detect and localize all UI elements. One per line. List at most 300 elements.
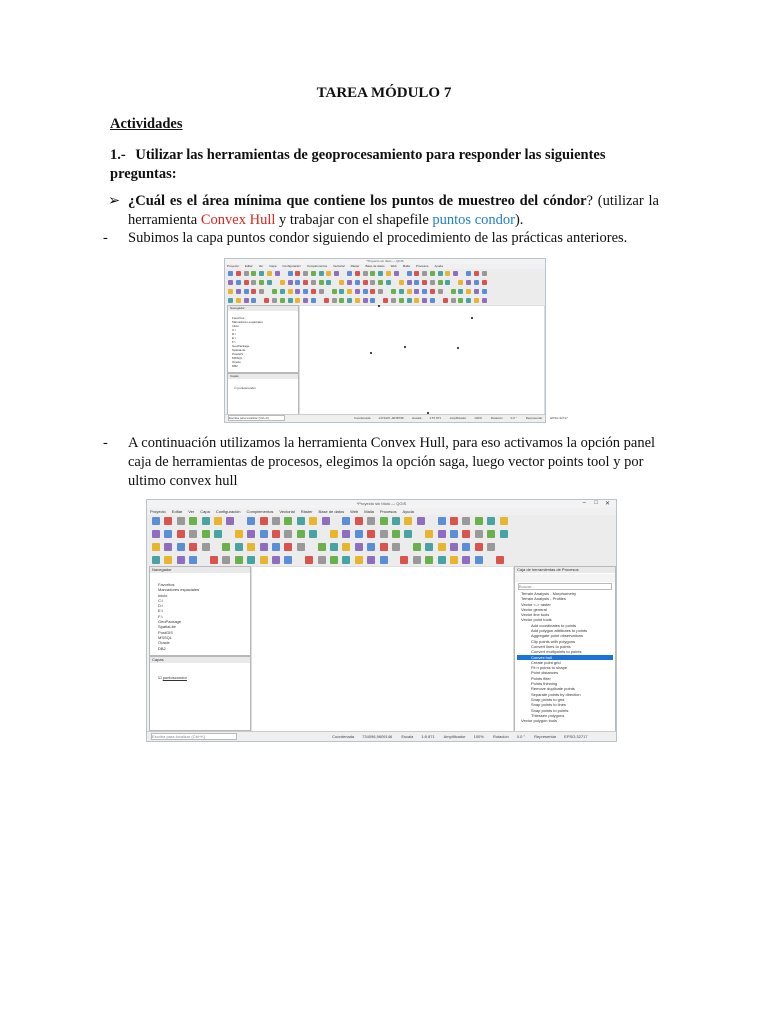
toolbar-icon[interactable]: [438, 280, 443, 285]
toolbar-icon[interactable]: [462, 517, 470, 525]
toolbar-icon[interactable]: [339, 289, 344, 294]
toolbar-icon[interactable]: [288, 289, 293, 294]
toolbar-icon[interactable]: [363, 298, 368, 303]
menu-item[interactable]: Ayuda: [402, 509, 414, 514]
toolbar-icon[interactable]: [330, 556, 338, 564]
toolbar-icon[interactable]: [164, 530, 172, 538]
toolbar-icon[interactable]: [164, 556, 172, 564]
toolbar-icon[interactable]: [380, 543, 388, 551]
toolbar-icon[interactable]: [466, 271, 471, 276]
toolbar-icon[interactable]: [244, 298, 249, 303]
toolbar-icon[interactable]: [339, 280, 344, 285]
toolbar-icon[interactable]: [394, 271, 399, 276]
status-value[interactable]: 734098,9609146: [362, 734, 393, 739]
toolbar-icon[interactable]: [342, 543, 350, 551]
toolbar-icon[interactable]: [177, 543, 185, 551]
toolbar-icon[interactable]: [392, 543, 400, 551]
toolbox-item[interactable]: Create point grid: [531, 659, 561, 665]
toolbar-icon[interactable]: [355, 556, 363, 564]
toolbar-icon[interactable]: [236, 289, 241, 294]
menu-item[interactable]: Configuración: [215, 509, 241, 514]
toolbar-icon[interactable]: [309, 517, 317, 525]
menu-item[interactable]: Ráster: [300, 509, 313, 514]
toolbar-icon[interactable]: [280, 289, 285, 294]
tree-item[interactable]: C:\: [232, 328, 236, 332]
toolbar-icon[interactable]: [228, 289, 233, 294]
toolbar-icon[interactable]: [391, 298, 396, 303]
toolbar-icon[interactable]: [391, 289, 396, 294]
menu-item[interactable]: Procesos: [415, 264, 429, 268]
toolbar-icon[interactable]: [482, 271, 487, 276]
toolbar-icon[interactable]: [399, 298, 404, 303]
toolbar-icon[interactable]: [363, 280, 368, 285]
toolbar-icon[interactable]: [414, 298, 419, 303]
tree-item[interactable]: PostGIS: [232, 352, 244, 356]
toolbar-icon[interactable]: [247, 517, 255, 525]
toolbar-icon[interactable]: [284, 517, 292, 525]
checkbox-icon[interactable]: ☑: [234, 386, 237, 390]
toolbar-icon[interactable]: [272, 556, 280, 564]
toolbar-icon[interactable]: [222, 556, 230, 564]
toolbar-icon[interactable]: [425, 530, 433, 538]
toolbar-icon[interactable]: [318, 543, 326, 551]
toolbar-icon[interactable]: [260, 543, 268, 551]
locator-input[interactable]: Escriba para localizar (Ctrl+K): [228, 415, 285, 421]
status-value[interactable]: 0.0 °: [516, 734, 526, 739]
toolbar-icon[interactable]: [319, 289, 324, 294]
tree-item[interactable]: F:\: [232, 340, 236, 344]
toolbar-icon[interactable]: [380, 530, 388, 538]
status-value[interactable]: 1:57 871: [429, 416, 442, 420]
toolbar-icon[interactable]: [475, 543, 483, 551]
toolbar-icon[interactable]: [189, 543, 197, 551]
menu-item[interactable]: Ayuda: [434, 264, 443, 268]
toolbar-icon[interactable]: [474, 280, 479, 285]
toolbar-icon[interactable]: [236, 298, 241, 303]
tree-item[interactable]: PostGIS: [158, 629, 173, 635]
toolbox-item[interactable]: Thiessen polygons: [531, 712, 565, 718]
toolbar-icon[interactable]: [326, 280, 331, 285]
toolbar-icon[interactable]: [251, 289, 256, 294]
menu-item[interactable]: Capa: [269, 264, 277, 268]
maximize-icon[interactable]: □: [594, 500, 598, 506]
toolbar-icon[interactable]: [303, 289, 308, 294]
toolbar-icon[interactable]: [370, 298, 375, 303]
toolbar-icon[interactable]: [303, 280, 308, 285]
toolbar-icon[interactable]: [392, 530, 400, 538]
close-icon[interactable]: ✕: [604, 501, 610, 507]
tree-item[interactable]: Marcadores espaciales: [158, 587, 200, 593]
toolbar-icon[interactable]: [272, 530, 280, 538]
toolbar-icon[interactable]: [425, 556, 433, 564]
toolbar-icon[interactable]: [462, 543, 470, 551]
toolbar-icon[interactable]: [228, 280, 233, 285]
menu-item[interactable]: Ráster: [350, 264, 360, 268]
toolbar-icon[interactable]: [451, 289, 456, 294]
locator-input[interactable]: Escriba para localizar (Ctrl+K): [151, 733, 237, 740]
tree-item[interactable]: GeoPackage: [158, 619, 182, 625]
toolbar-icon[interactable]: [272, 517, 280, 525]
toolbar-icon[interactable]: [288, 271, 293, 276]
status-value[interactable]: 1474407,-9638798: [378, 416, 404, 420]
toolbar-icon[interactable]: [413, 556, 421, 564]
toolbar-icon[interactable]: [355, 289, 360, 294]
toolbar-icon[interactable]: [430, 280, 435, 285]
toolbar-icon[interactable]: [202, 530, 210, 538]
toolbox-item[interactable]: Remove duplicate points: [531, 686, 575, 692]
toolbar-icon[interactable]: [370, 289, 375, 294]
toolbar-icon[interactable]: [392, 517, 400, 525]
toolbar-icon[interactable]: [386, 271, 391, 276]
menu-item[interactable]: Vectorial: [279, 509, 295, 514]
toolbar-icon[interactable]: [404, 517, 412, 525]
toolbar-icon[interactable]: [451, 298, 456, 303]
toolbar-icon[interactable]: [244, 289, 249, 294]
toolbar-icon[interactable]: [295, 298, 300, 303]
toolbar-icon[interactable]: [487, 517, 495, 525]
toolbar-icon[interactable]: [264, 298, 269, 303]
toolbar-icon[interactable]: [422, 271, 427, 276]
toolbar-icon[interactable]: [235, 556, 243, 564]
toolbar-icon[interactable]: [370, 271, 375, 276]
toolbox-item[interactable]: Convert lines to points: [531, 643, 571, 649]
toolbox-item[interactable]: Add polygon attributes to points: [531, 628, 588, 634]
toolbox-search-input[interactable]: Buscar...: [518, 583, 612, 590]
toolbar-icon[interactable]: [177, 530, 185, 538]
toolbar-icon[interactable]: [259, 289, 264, 294]
map-canvas[interactable]: [299, 305, 545, 415]
toolbar-icon[interactable]: [295, 271, 300, 276]
toolbar-icon[interactable]: [355, 271, 360, 276]
toolbar-icon[interactable]: [247, 543, 255, 551]
menu-item[interactable]: Procesos: [379, 509, 397, 514]
toolbar-icon[interactable]: [267, 271, 272, 276]
toolbar-icon[interactable]: [303, 298, 308, 303]
toolbar-icon[interactable]: [228, 298, 233, 303]
toolbar-icon[interactable]: [458, 298, 463, 303]
toolbar-icon[interactable]: [386, 280, 391, 285]
toolbar-icon[interactable]: [284, 543, 292, 551]
toolbar-icon[interactable]: [496, 556, 504, 564]
toolbar-icon[interactable]: [214, 530, 222, 538]
toolbar-icon[interactable]: [430, 271, 435, 276]
toolbar-icon[interactable]: [226, 517, 234, 525]
tree-item[interactable]: SpatiaLite: [158, 624, 176, 630]
checkbox-icon[interactable]: ☑: [158, 675, 162, 680]
toolbox-item[interactable]: Add coordinates to points: [531, 622, 577, 628]
toolbar-icon[interactable]: [422, 289, 427, 294]
toolbox-item[interactable]: Snap points to grid: [531, 696, 565, 702]
toolbar-icon[interactable]: [247, 556, 255, 564]
status-value[interactable]: 100%: [474, 416, 482, 420]
toolbox-item[interactable]: Snap points to points: [531, 707, 569, 713]
toolbar-icon[interactable]: [280, 280, 285, 285]
toolbar-icon[interactable]: [407, 298, 412, 303]
tree-item[interactable]: F:\: [158, 613, 163, 619]
menu-item[interactable]: Base de datos: [365, 264, 385, 268]
menu-item[interactable]: Web: [350, 509, 359, 514]
layer-item[interactable]: [234, 386, 256, 390]
menu-item[interactable]: Capa: [200, 509, 210, 514]
tree-item[interactable]: Inicio: [158, 592, 168, 598]
toolbar-icon[interactable]: [367, 543, 375, 551]
toolbar-icon[interactable]: [326, 271, 331, 276]
toolbar-icon[interactable]: [295, 289, 300, 294]
toolbox-item[interactable]: Point distances: [531, 670, 559, 676]
toolbar-icon[interactable]: [247, 530, 255, 538]
toolbar-icon[interactable]: [380, 517, 388, 525]
toolbar-icon[interactable]: [177, 517, 185, 525]
tree-item[interactable]: Favoritos: [158, 582, 175, 587]
toolbar-icon[interactable]: [399, 280, 404, 285]
toolbar-icon[interactable]: [259, 271, 264, 276]
toolbar-icon[interactable]: [164, 517, 172, 525]
toolbar-icon[interactable]: [342, 556, 350, 564]
toolbar-icon[interactable]: [189, 530, 197, 538]
toolbar-icon[interactable]: [450, 543, 458, 551]
tree-item[interactable]: Inicio: [232, 324, 240, 328]
tree-item[interactable]: GeoPackage: [232, 344, 250, 348]
toolbar-icon[interactable]: [259, 280, 264, 285]
toolbar-icon[interactable]: [288, 298, 293, 303]
toolbar-icon[interactable]: [462, 556, 470, 564]
toolbar-icon[interactable]: [322, 517, 330, 525]
toolbar-icon[interactable]: [450, 517, 458, 525]
menu-item[interactable]: Proyecto: [150, 509, 166, 514]
menu-item[interactable]: Ver: [188, 509, 195, 514]
toolbar-icon[interactable]: [347, 289, 352, 294]
toolbar-icon[interactable]: [152, 530, 160, 538]
toolbox-item[interactable]: Snap points to lines: [531, 702, 566, 708]
toolbar-icon[interactable]: [251, 298, 256, 303]
toolbar-icon[interactable]: [380, 556, 388, 564]
toolbar-icon[interactable]: [222, 543, 230, 551]
toolbar-icon[interactable]: [458, 280, 463, 285]
toolbar-icon[interactable]: [414, 271, 419, 276]
toolbar-icon[interactable]: [303, 271, 308, 276]
toolbar-icon[interactable]: [438, 530, 446, 538]
map-canvas[interactable]: [251, 566, 514, 732]
toolbar-icon[interactable]: [474, 289, 479, 294]
toolbar-icon[interactable]: [295, 280, 300, 285]
toolbar-icon[interactable]: [355, 298, 360, 303]
toolbar-icon[interactable]: [244, 280, 249, 285]
toolbar-icon[interactable]: [466, 298, 471, 303]
toolbar-icon[interactable]: [297, 543, 305, 551]
toolbar-icon[interactable]: [404, 530, 412, 538]
toolbar-icon[interactable]: [450, 530, 458, 538]
toolbox-item[interactable]: Vector <-> raster: [521, 601, 551, 607]
toolbar-icon[interactable]: [228, 271, 233, 276]
toolbar-icon[interactable]: [275, 271, 280, 276]
toolbar-icon[interactable]: [202, 517, 210, 525]
status-value[interactable]: EPSG:32717: [564, 734, 588, 739]
toolbar-icon[interactable]: [474, 298, 479, 303]
toolbar-icon[interactable]: [378, 271, 383, 276]
menu-item[interactable]: Base de datos: [318, 509, 345, 514]
menu-item[interactable]: Proyecto: [227, 264, 239, 268]
toolbar-icon[interactable]: [311, 298, 316, 303]
toolbar-icon[interactable]: [400, 556, 408, 564]
toolbox-item[interactable]: Convert multipoints to points: [531, 649, 582, 655]
toolbar-icon[interactable]: [311, 271, 316, 276]
toolbar-icon[interactable]: [367, 530, 375, 538]
toolbar-icon[interactable]: [430, 298, 435, 303]
menu-item[interactable]: Editar: [171, 509, 183, 514]
tree-item[interactable]: DB2: [158, 645, 166, 651]
tree-item[interactable]: SpatiaLite: [232, 348, 246, 352]
toolbox-item[interactable]: Vector general: [521, 606, 547, 612]
toolbar-icon[interactable]: [445, 280, 450, 285]
toolbar-icon[interactable]: [251, 280, 256, 285]
toolbox-item[interactable]: Vector polygon tools: [521, 718, 558, 724]
menu-item[interactable]: Malla: [402, 264, 410, 268]
toolbar-icon[interactable]: [413, 543, 421, 551]
toolbar-icon[interactable]: [450, 556, 458, 564]
toolbar-icon[interactable]: [500, 517, 508, 525]
toolbar-icon[interactable]: [236, 271, 241, 276]
tree-item[interactable]: Oracle: [158, 640, 170, 646]
toolbar-icon[interactable]: [462, 530, 470, 538]
toolbar-icon[interactable]: [482, 298, 487, 303]
toolbar-icon[interactable]: [367, 556, 375, 564]
toolbar-icon[interactable]: [355, 530, 363, 538]
toolbar-icon[interactable]: [430, 289, 435, 294]
toolbar-icon[interactable]: [482, 280, 487, 285]
tree-item[interactable]: E:\: [232, 336, 236, 340]
tree-item[interactable]: Favoritos: [232, 316, 245, 320]
toolbar-icon[interactable]: [319, 280, 324, 285]
toolbar-icon[interactable]: [284, 556, 292, 564]
menu-item[interactable]: Editar: [244, 264, 253, 268]
menu-item[interactable]: Configuración: [282, 264, 301, 268]
toolbar-icon[interactable]: [475, 517, 483, 525]
toolbar-icon[interactable]: [425, 543, 433, 551]
toolbox-item[interactable]: Convex hull: [517, 655, 613, 660]
toolbar-icon[interactable]: [475, 556, 483, 564]
tree-item[interactable]: DB2: [232, 364, 238, 368]
toolbar-icon[interactable]: [342, 517, 350, 525]
toolbox-item[interactable]: Aggregate point observations: [531, 633, 584, 639]
toolbar-icon[interactable]: [202, 543, 210, 551]
toolbar-icon[interactable]: [407, 289, 412, 294]
toolbar-icon[interactable]: [330, 543, 338, 551]
toolbar-icon[interactable]: [152, 543, 160, 551]
toolbar-icon[interactable]: [272, 543, 280, 551]
toolbar-icon[interactable]: [318, 556, 326, 564]
toolbox-item[interactable]: Fit n points to shape: [531, 665, 568, 671]
toolbar-icon[interactable]: [297, 530, 305, 538]
toolbar-icon[interactable]: [347, 280, 352, 285]
toolbar-icon[interactable]: [272, 298, 277, 303]
toolbar-icon[interactable]: [482, 289, 487, 294]
toolbar-icon[interactable]: [383, 298, 388, 303]
toolbar-icon[interactable]: [438, 517, 446, 525]
toolbar-icon[interactable]: [355, 543, 363, 551]
toolbar-icon[interactable]: [466, 280, 471, 285]
toolbar-icon[interactable]: [236, 280, 241, 285]
toolbar-icon[interactable]: [319, 271, 324, 276]
toolbar-icon[interactable]: [458, 289, 463, 294]
tree-item[interactable]: MSSQL: [232, 356, 243, 360]
toolbar-icon[interactable]: [334, 271, 339, 276]
toolbar-icon[interactable]: [347, 271, 352, 276]
toolbar-icon[interactable]: [251, 271, 256, 276]
status-value[interactable]: 100%: [473, 734, 484, 739]
toolbar-icon[interactable]: [407, 271, 412, 276]
toolbar-icon[interactable]: [363, 289, 368, 294]
menu-item[interactable]: Complementos: [246, 509, 274, 514]
toolbox-item[interactable]: Vector line tools: [521, 612, 550, 618]
toolbar-icon[interactable]: [152, 556, 160, 564]
toolbar-icon[interactable]: [414, 289, 419, 294]
toolbar-icon[interactable]: [342, 530, 350, 538]
toolbar-icon[interactable]: [355, 517, 363, 525]
toolbar-icon[interactable]: [378, 289, 383, 294]
toolbar-icon[interactable]: [443, 298, 448, 303]
toolbar-icon[interactable]: [399, 289, 404, 294]
toolbar-icon[interactable]: [438, 556, 446, 564]
toolbar-icon[interactable]: [475, 530, 483, 538]
toolbar-icon[interactable]: [422, 298, 427, 303]
tree-item[interactable]: D:\: [232, 332, 236, 336]
toolbox-item[interactable]: Clip points with polygons: [531, 638, 576, 644]
toolbar-icon[interactable]: [311, 280, 316, 285]
minimize-icon[interactable]: –: [582, 500, 586, 506]
status-label[interactable]: Representar: [525, 416, 543, 420]
toolbar-icon[interactable]: [297, 517, 305, 525]
toolbar-icon[interactable]: [438, 543, 446, 551]
toolbar-icon[interactable]: [355, 280, 360, 285]
tree-item[interactable]: MSSQL: [158, 634, 173, 640]
toolbar-icon[interactable]: [189, 517, 197, 525]
toolbar-icon[interactable]: [311, 289, 316, 294]
toolbox-item[interactable]: Terrain Analysis - Profiles: [521, 596, 566, 602]
toolbar-icon[interactable]: [474, 271, 479, 276]
toolbar-icon[interactable]: [260, 530, 268, 538]
toolbar-icon[interactable]: [210, 556, 218, 564]
status-value[interactable]: 1:8 871: [421, 734, 435, 739]
toolbar-icon[interactable]: [280, 298, 285, 303]
menu-item[interactable]: Web: [390, 264, 397, 268]
toolbar-icon[interactable]: [500, 530, 508, 538]
toolbar-icon[interactable]: [324, 298, 329, 303]
toolbar-icon[interactable]: [330, 530, 338, 538]
toolbar-icon[interactable]: [445, 271, 450, 276]
toolbar-icon[interactable]: [152, 517, 160, 525]
toolbar-icon[interactable]: [370, 280, 375, 285]
toolbar-icon[interactable]: [332, 298, 337, 303]
toolbar-icon[interactable]: [214, 517, 222, 525]
toolbar-icon[interactable]: [284, 530, 292, 538]
toolbar-icon[interactable]: [177, 556, 185, 564]
toolbox-item[interactable]: Separate points by direction: [531, 691, 581, 697]
toolbar-icon[interactable]: [407, 280, 412, 285]
toolbar-icon[interactable]: [487, 543, 495, 551]
toolbar-icon[interactable]: [363, 271, 368, 276]
tree-item[interactable]: Marcadores espaciales: [232, 320, 263, 324]
toolbar-icon[interactable]: [453, 271, 458, 276]
toolbox-item[interactable]: Points thinning: [531, 681, 558, 687]
toolbar-icon[interactable]: [305, 556, 313, 564]
toolbar-icon[interactable]: [367, 517, 375, 525]
toolbar-icon[interactable]: [438, 271, 443, 276]
tree-item[interactable]: E:\: [158, 608, 163, 614]
toolbox-item[interactable]: Vector point tools: [521, 617, 552, 623]
menu-item[interactable]: Complementos: [306, 264, 328, 268]
status-label[interactable]: Representar: [534, 734, 557, 739]
toolbar-icon[interactable]: [267, 280, 272, 285]
